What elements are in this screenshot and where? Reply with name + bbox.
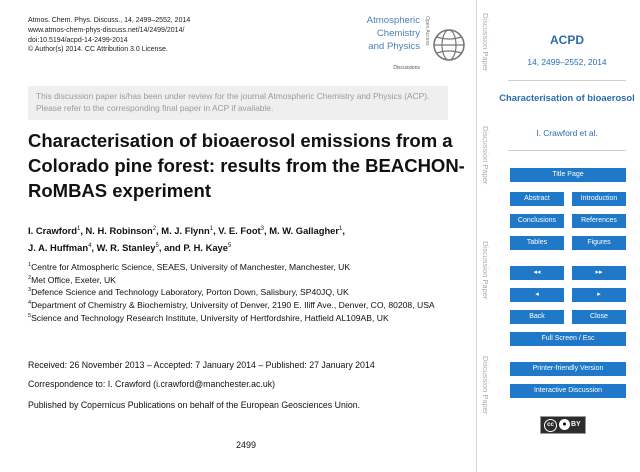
affiliation: $^4$Department of Chemistry & Biochemistry, University of Denver, 2190 E. Iliff Ave., Denver, CO, 80208, USA (28, 299, 435, 310)
copyright: © Author(s) 2014. CC Attribution 3.0 License. (28, 46, 168, 54)
published-by: Published by Copernicus Publications on behalf of the European Geosciences Union. (28, 400, 361, 410)
page-number: 2499 (235, 440, 257, 450)
license-by-label: BY (571, 421, 581, 428)
separator (508, 150, 626, 151)
affiliation-list (28, 260, 468, 323)
review-disclaimer (28, 86, 448, 120)
figures-button[interactable]: Figures (572, 236, 626, 250)
received-dates: Received: 26 November 2013 – Accepted: 7 January 2014 – Published: 27 January 2014 (28, 360, 375, 370)
doi[interactable]: doi:10.5194/acpd-14-2499-2014 (28, 36, 128, 44)
author: J. A. Huffman$^4$, (28, 241, 97, 253)
author-list (28, 222, 468, 255)
interactive-discussion-button[interactable]: Interactive Discussion (510, 384, 626, 398)
affiliation: $^2$Met Office, Exeter, UK (28, 274, 116, 285)
author: N. H. Robinson$^2$, (85, 225, 162, 237)
previous-page-button[interactable]: ◂ (510, 288, 564, 302)
abstract-button[interactable]: Abstract (510, 192, 564, 206)
open-access-label: Open Access (424, 16, 430, 46)
correspondence: Correspondence to: I. Crawford (i.crawford@manchester.ac.uk) (28, 379, 276, 389)
back-button[interactable]: Back (510, 310, 564, 324)
journal-line: Atmos. Chem. Phys. Discuss., 14, 2499–2552, 2014 (28, 17, 191, 24)
author: M. W. Gallagher$^1$, (269, 225, 345, 237)
attribution-icon: ● (559, 419, 570, 430)
last-page-button[interactable]: ▸▸ (572, 266, 626, 280)
logo-discussions: Discussions (393, 65, 420, 71)
separator (508, 80, 626, 81)
discussion-paper-label: Discussion Paper (481, 12, 490, 72)
references-button[interactable]: References (572, 214, 626, 228)
discussion-paper-label: Discussion Paper (481, 355, 490, 415)
full-screen-button[interactable]: Full Screen / Esc (510, 332, 626, 346)
title-page-button[interactable]: Title Page (510, 168, 626, 182)
globe-icon (432, 28, 466, 62)
conclusions-button[interactable]: Conclusions (510, 214, 564, 228)
discussion-paper-label: Discussion Paper (481, 240, 490, 300)
paper-title: Characterisation of bioaerosol emissions from a Colorado pine forest: results from the BEACHON-RoMBAS experiment (28, 130, 465, 201)
author: W. R. Stanley$^5$, and (96, 241, 184, 253)
author: V. E. Foot$^3$, (218, 225, 270, 237)
next-page-button[interactable]: ▸ (572, 288, 626, 302)
discussion-paper-label: Discussion Paper (481, 125, 490, 185)
logo-line-1: Atmospheric (366, 15, 420, 26)
tables-button[interactable]: Tables (510, 236, 564, 250)
acpd-reference: 14, 2499–2552, 2014 (527, 57, 607, 67)
acpd-short-title: Characterisation of bioaerosol (499, 92, 635, 103)
acpd-name: ACPD (549, 33, 584, 47)
author: I. Crawford$^1$, (28, 225, 86, 237)
close-button[interactable]: Close (572, 310, 626, 324)
header-meta (28, 16, 190, 55)
logo-line-2: Chemistry (376, 28, 420, 39)
journal-logo (332, 14, 472, 74)
introduction-button[interactable]: Introduction (572, 192, 626, 206)
cc-by-license-badge[interactable] (540, 416, 586, 434)
disclaimer-text: This discussion paper is/has been under review for the journal Atmospheric Chemistry and Physics (ACP). Please refer to the corresponding final paper in ACP if available. (36, 91, 430, 113)
acpd-author: I. Crawford et al. (536, 128, 598, 138)
cc-icon: cc (544, 419, 557, 432)
affiliation: $^3$Defence Science and Technology Laboratory, Porton Down, Salisbury, SP40JQ, UK (28, 287, 349, 298)
first-page-button[interactable]: ◂◂ (510, 266, 564, 280)
paper-url[interactable]: www.atmos-chem-phys-discuss.net/14/2499/2014/ (28, 26, 185, 34)
affiliation: $^1$Centre for Atmospheric Science, SEAES, University of Manchester, Manchester, UK (28, 261, 351, 272)
author: P. H. Kaye$^5$ (183, 241, 232, 253)
author: M. J. Flynn$^1$, (161, 225, 219, 237)
affiliation: $^5$Science and Technology Research Institute, University of Hertfordshire, Hatfield AL109AB, UK (28, 312, 389, 323)
printer-friendly-button[interactable]: Printer-friendly Version (510, 362, 626, 376)
logo-line-3: and Physics (368, 41, 420, 52)
